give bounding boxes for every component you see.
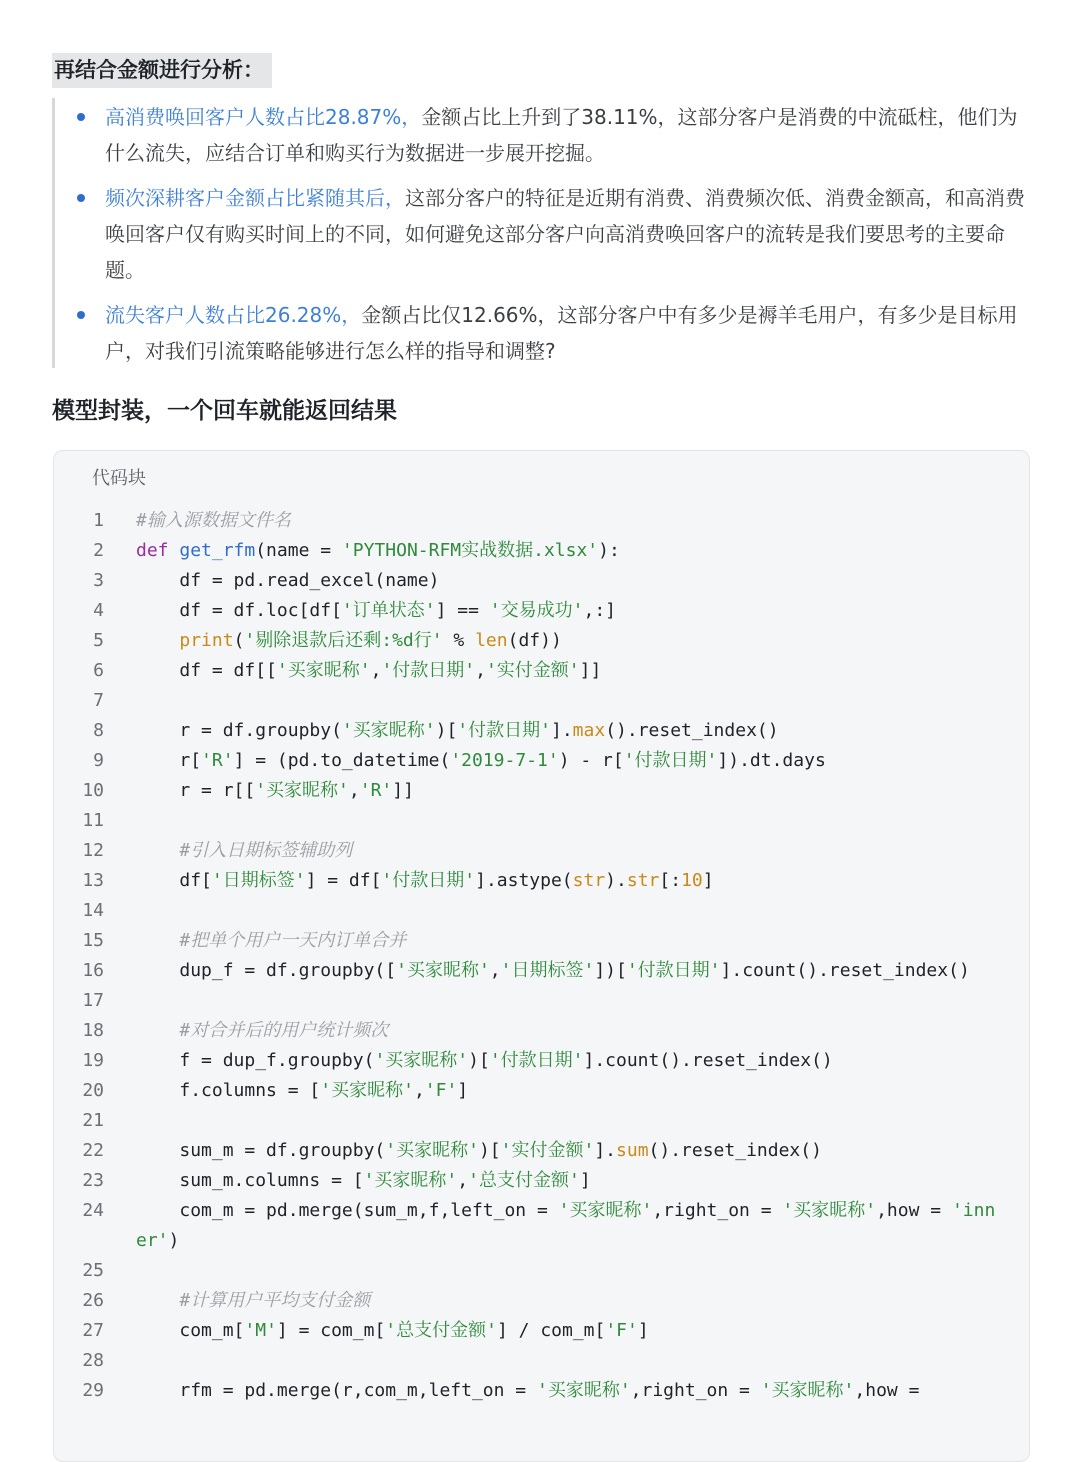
line-number: 26 [82, 1290, 104, 1311]
line-number: 7 [93, 690, 104, 711]
line-number: 13 [82, 870, 104, 891]
bullet-dot-icon [77, 113, 85, 121]
bullet-text: 这部分客户的特征是近期有消费、消费频次低、消费金额高，和高消费唤回客户仅有购买时间上的不同，如何避免这部分客户向高消费唤回客户的流转是我们要思考的主要命题。 [105, 186, 1025, 282]
code-line [54, 836, 1029, 866]
line-number: 19 [82, 1050, 104, 1071]
code-line [54, 866, 1029, 896]
code-line [54, 536, 1029, 566]
code-line [54, 626, 1029, 656]
code-line [54, 776, 1029, 806]
line-number: 24 [82, 1200, 104, 1221]
line-number: 28 [82, 1350, 104, 1371]
line-number: 27 [82, 1320, 104, 1341]
code-text: sum_m.columns = ['买家昵称','总支付金额'] [136, 1170, 591, 1191]
line-number: 8 [93, 720, 104, 741]
code-line [54, 1376, 1029, 1406]
code-text: rfm = pd.merge(r,com_m,left_on = '买家昵称',right_on = '买家昵称',how = [136, 1380, 920, 1401]
line-number: 6 [93, 660, 104, 681]
line-number: 16 [82, 960, 104, 981]
bullet-text: 金额占比仅12.66%，这部分客户中有多少是褥羊毛用户，有多少是目标用户，对我们引流策略能够进行怎么样的指导和调整? [105, 303, 1018, 363]
code-line [54, 596, 1029, 626]
code-line [54, 566, 1029, 596]
code-line [54, 686, 1029, 716]
code-text: df = df[['买家昵称','付款日期','实付金额']] [136, 660, 602, 681]
code-text: print('剔除退款后还剩:%d行' % len(df)) [179, 630, 562, 651]
code-line [54, 1286, 1029, 1316]
code-text: #输入源数据文件名 [136, 510, 291, 531]
line-number: 29 [82, 1380, 104, 1401]
code-text: #引入日期标签辅助列 [179, 840, 353, 861]
code-text: def get_rfm(name = 'PYTHON-RFM实战数据.xlsx'): [136, 540, 620, 561]
analysis-heading: 再结合金额进行分析： [52, 53, 272, 88]
list-item [77, 297, 1027, 369]
bullet-text: 金额占比上升到了38.11%，这部分客户是消费的中流砥柱，他们为什么流失，应结合订单和购买行为数据进一步展开挖掘。 [105, 105, 1018, 165]
code-block[interactable] [53, 450, 1030, 1462]
analysis-quote-block [52, 98, 1035, 368]
code-line [54, 1076, 1029, 1106]
line-number: 5 [93, 630, 104, 651]
code-line [54, 1016, 1029, 1046]
bullet-dot-icon [77, 194, 85, 202]
code-line [54, 986, 1029, 1016]
code-text: df = pd.read_excel(name) [136, 570, 440, 591]
line-number: 1 [93, 510, 104, 531]
line-number: 20 [82, 1080, 104, 1101]
line-number: 17 [82, 990, 104, 1011]
code-text: r = r[['买家昵称','R']] [136, 780, 414, 801]
line-number: 25 [82, 1260, 104, 1281]
code-text: df['日期标签'] = df['付款日期'].astype(str).str[:10] [136, 870, 714, 891]
line-number: 10 [82, 780, 104, 801]
line-number: 21 [82, 1110, 104, 1131]
code-text: r = df.groupby('买家昵称')['付款日期'].max().reset_index() [136, 720, 779, 741]
code-text: df = df.loc[df['订单状态'] == '交易成功',:] [136, 600, 616, 621]
line-number: 22 [82, 1140, 104, 1161]
code-line [54, 1346, 1029, 1376]
code-line [54, 716, 1029, 746]
code-text: com_m['M'] = com_m['总支付金额'] / com_m['F'] [136, 1320, 649, 1341]
code-line [54, 956, 1029, 986]
line-number: 9 [93, 750, 104, 771]
code-text: sum_m = df.groupby('买家昵称')['实付金额'].sum().reset_index() [136, 1140, 822, 1161]
line-number: 14 [82, 900, 104, 921]
code-line [54, 656, 1029, 686]
code-line [54, 506, 1029, 536]
code-line [54, 896, 1029, 926]
code-text: r['R'] = (pd.to_datetime('2019-7-1') - r['付款日期']).dt.days [136, 750, 826, 771]
code-line [54, 1256, 1029, 1286]
code-text: #把单个用户一天内订单合并 [179, 930, 407, 951]
code-lines [54, 506, 1029, 1406]
bullet-lead: 流失客户人数占比26.28%， [105, 303, 362, 327]
code-line [54, 1106, 1029, 1136]
code-line [54, 1136, 1029, 1166]
code-block-label: 代码块 [92, 468, 146, 489]
code-text: f = dup_f.groupby('买家昵称')['付款日期'].count().reset_index() [136, 1050, 833, 1071]
code-text: f.columns = ['买家昵称','F'] [136, 1080, 469, 1101]
code-text: com_m = pd.merge(sum_m,f,left_on = '买家昵称',right_on = '买家昵称',how = 'inner') [136, 1200, 996, 1251]
code-text: #计算用户平均支付金额 [179, 1290, 371, 1311]
section-title: 模型封装，一个回车就能返回结果 [52, 398, 397, 424]
bullet-lead: 高消费唤回客户人数占比28.87%， [105, 105, 422, 129]
code-line [54, 746, 1029, 776]
line-number: 15 [82, 930, 104, 951]
line-number: 3 [93, 570, 104, 591]
code-line [54, 1166, 1029, 1196]
list-item [77, 180, 1027, 288]
code-text: dup_f = df.groupby(['买家昵称','日期标签'])['付款日期'].count().reset_index() [136, 960, 970, 981]
line-number: 4 [93, 600, 104, 621]
bullet-lead: 频次深耕客户金额占比紧随其后， [105, 186, 405, 210]
code-line [54, 1046, 1029, 1076]
list-item [77, 99, 1027, 171]
line-number: 2 [93, 540, 104, 561]
code-line [54, 806, 1029, 836]
code-text: #对合并后的用户统计频次 [179, 1020, 389, 1041]
line-number: 12 [82, 840, 104, 861]
code-line [54, 926, 1029, 956]
line-number: 18 [82, 1020, 104, 1041]
code-line [54, 1316, 1029, 1346]
bullet-dot-icon [77, 311, 85, 319]
line-number: 11 [82, 810, 104, 831]
line-number: 23 [82, 1170, 104, 1191]
code-line [54, 1196, 1029, 1256]
